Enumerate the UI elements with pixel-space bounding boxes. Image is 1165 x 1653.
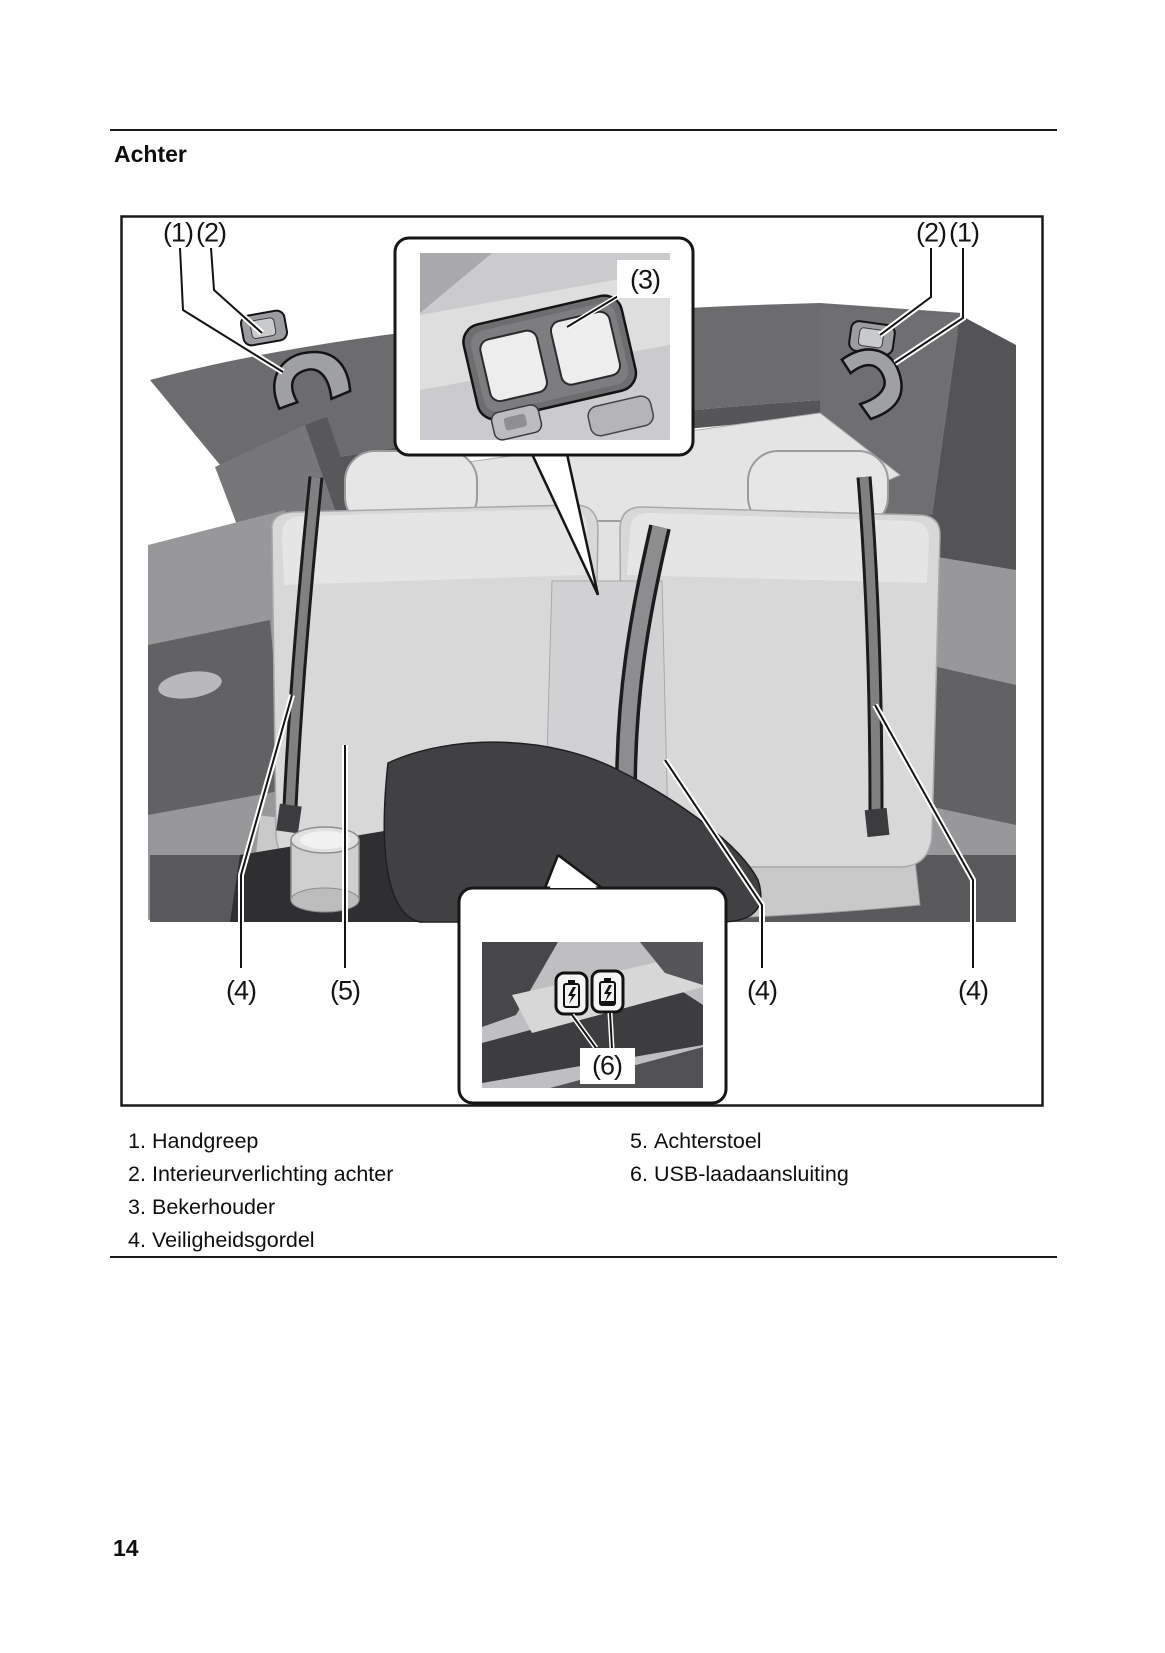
interior-light-left-icon — [240, 309, 289, 346]
legend-num: 3. — [128, 1195, 146, 1219]
page-number: 14 — [113, 1535, 139, 1561]
legend-item-3 — [128, 1195, 275, 1220]
callout-4-a: (4) — [226, 975, 256, 1006]
callout-3: (3) — [630, 264, 660, 295]
legend-num: 5. — [630, 1129, 648, 1153]
legend-label: Bekerhouder — [152, 1195, 276, 1219]
legend-label: Veiligheidsgordel — [152, 1228, 315, 1252]
callout-4-b: (4) — [747, 975, 777, 1006]
legend-item-2 — [128, 1162, 393, 1187]
legend-label: Achterstoel — [654, 1129, 762, 1153]
callout-2-left: (2) — [196, 217, 226, 248]
legend-item-1 — [128, 1129, 258, 1154]
legend-num: 6. — [630, 1162, 648, 1186]
top-rule — [110, 129, 1057, 131]
callout-5: (5) — [330, 975, 360, 1006]
callout-2-right: (2) — [916, 217, 946, 248]
legend-item-5 — [630, 1129, 762, 1154]
callout-1-left: (1) — [163, 217, 193, 248]
cup — [291, 827, 359, 912]
legend-label: USB-laadaansluiting — [654, 1162, 849, 1186]
callout-4-c: (4) — [958, 975, 988, 1006]
section-title: Achter — [114, 141, 187, 167]
legend-num: 4. — [128, 1228, 146, 1252]
rear-interior-illustration — [120, 215, 1044, 1107]
usb-charge-icon — [556, 973, 587, 1014]
callout-1-right: (1) — [949, 217, 979, 248]
callout-6: (6) — [592, 1050, 622, 1081]
legend-label: Handgreep — [152, 1129, 259, 1153]
bottom-rule — [110, 1256, 1057, 1258]
legend-item-4 — [128, 1228, 315, 1253]
legend-item-6 — [630, 1162, 849, 1187]
legend-num: 1. — [128, 1129, 146, 1153]
legend-num: 2. — [128, 1162, 146, 1186]
legend-label: Interieurverlichting achter — [152, 1162, 394, 1186]
usb-charge-icon — [592, 971, 623, 1012]
